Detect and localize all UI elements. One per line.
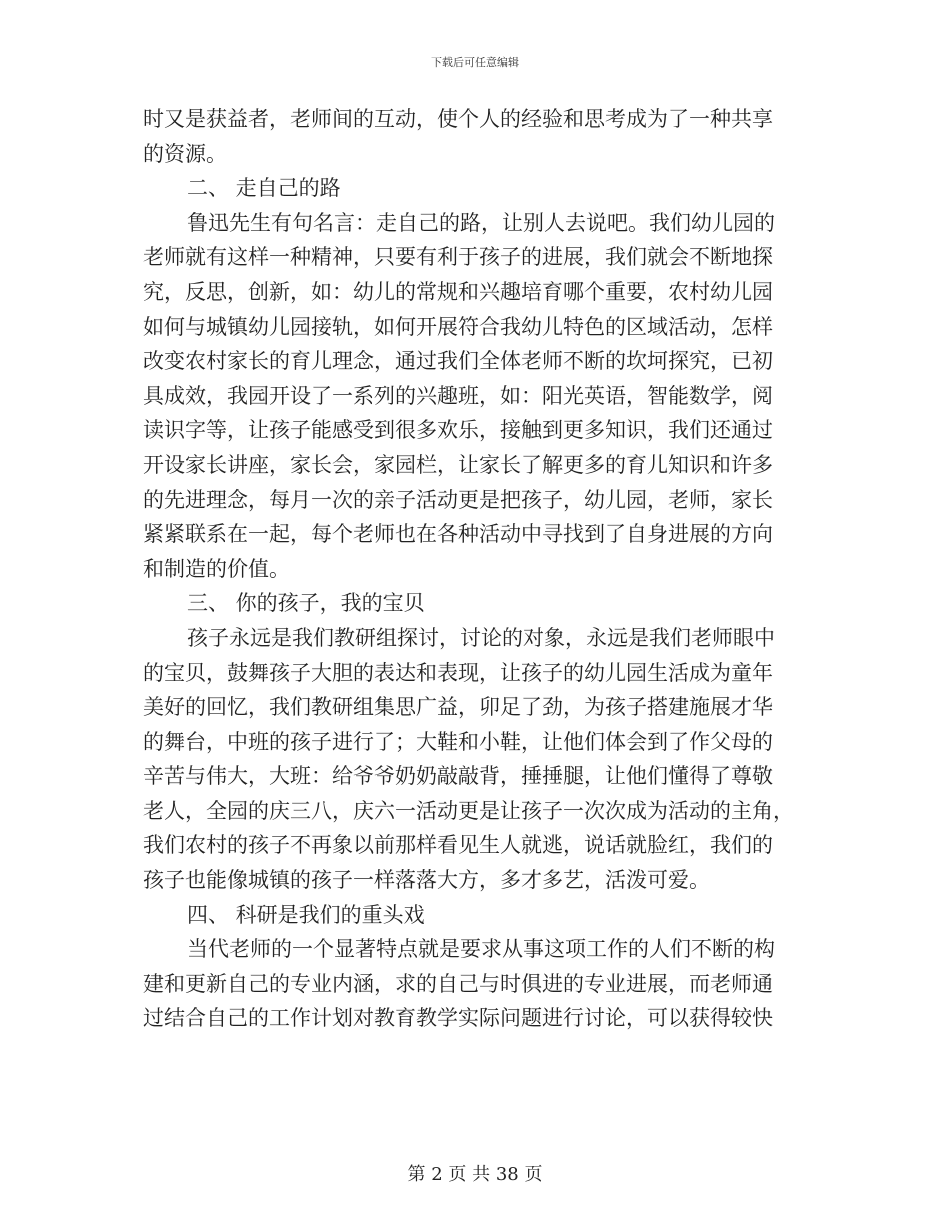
text-line: 读识字等，让孩子能感受到很多欢乐，接触到更多知识，我们还通过 xyxy=(143,418,773,443)
text-line: 的资源。 xyxy=(143,141,227,166)
document-body xyxy=(143,102,807,1036)
text-line: 的先进理念，每月一次的亲子活动更是把孩子，幼儿园，老师，家长 xyxy=(143,487,773,512)
text-line: 和制造的价值。 xyxy=(143,556,290,581)
page-header-note: 下载后可任意编辑 xyxy=(431,56,519,69)
text-line: 辛苦与伟大，大班：给爷爷奶奶敲敲背，捶捶腿，让他们懂得了尊敬 xyxy=(143,764,773,789)
text-line: 的宝贝，鼓舞孩子大胆的表达和表现，让孩子的幼儿园生活成为童年 xyxy=(143,660,773,685)
text-line: 的舞台，中班的孩子进行了；大鞋和小鞋，让他们体会到了作父母的 xyxy=(143,729,773,754)
text-line: 我们农村的孩子不再象以前那样看见生人就逃，说话就脸红，我们的 xyxy=(143,833,773,858)
text-line: 如何与城镇幼儿园接轨，如何开展符合我幼儿特色的区域活动，怎样 xyxy=(143,314,773,339)
text-line: 具成效，我园开设了一系列的兴趣班，如：阳光英语，智能数学，阅 xyxy=(143,383,773,408)
text-line: 美好的回忆，我们教研组集思广益，卯足了劲，为孩子搭建施展才华 xyxy=(143,695,773,720)
text-line: 老人，全园的庆三八，庆六一活动更是让孩子一次次成为活动的主角， xyxy=(143,798,794,823)
text-line: 三、 你的孩子，我的宝贝 xyxy=(187,591,425,616)
text-line: 老师就有这样一种精神，只要有利于孩子的进展，我们就会不断地探 xyxy=(143,245,773,270)
text-line: 时又是获益者，老师间的互动，使个人的经验和思考成为了一种共享 xyxy=(143,107,773,131)
text-line: 二、 走自己的路 xyxy=(187,176,341,201)
text-line: 孩子永远是我们教研组探讨，讨论的对象，永远是我们老师眼中 xyxy=(187,625,775,650)
text-line: 紧紧联系在一起，每个老师也在各种活动中寻找到了自身进展的方向 xyxy=(143,522,773,547)
text-line: 鲁迅先生有句名言：走自己的路，让别人去说吧。我们幼儿园的 xyxy=(187,210,775,235)
text-line: 过结合自己的工作计划对教育教学实际问题进行讨论，可以获得较快 xyxy=(143,1006,773,1031)
text-line: 四、 科研是我们的重头戏 xyxy=(187,902,425,927)
text-line: 开设家长讲座，家长会，家园栏，让家长了解更多的育儿知识和许多 xyxy=(143,452,773,477)
text-line: 孩子也能像城镇的孩子一样落落大方，多才多艺，活泼可爱。 xyxy=(143,868,710,893)
text-line: 究，反思，创新，如：幼儿的常规和兴趣培育哪个重要，农村幼儿园 xyxy=(143,279,773,304)
text-line: 改变农村家长的育儿理念，通过我们全体老师不断的坎坷探究，已初 xyxy=(143,349,773,374)
text-line: 当代老师的一个显著特点就是要求从事这项工作的人们不断的构 xyxy=(187,937,775,962)
page-footer: 第 2 页 共 38 页 xyxy=(407,1164,543,1185)
text-line: 建和更新自己的专业内涵，求的自己与时俱进的专业进展，而老师通 xyxy=(143,971,773,996)
